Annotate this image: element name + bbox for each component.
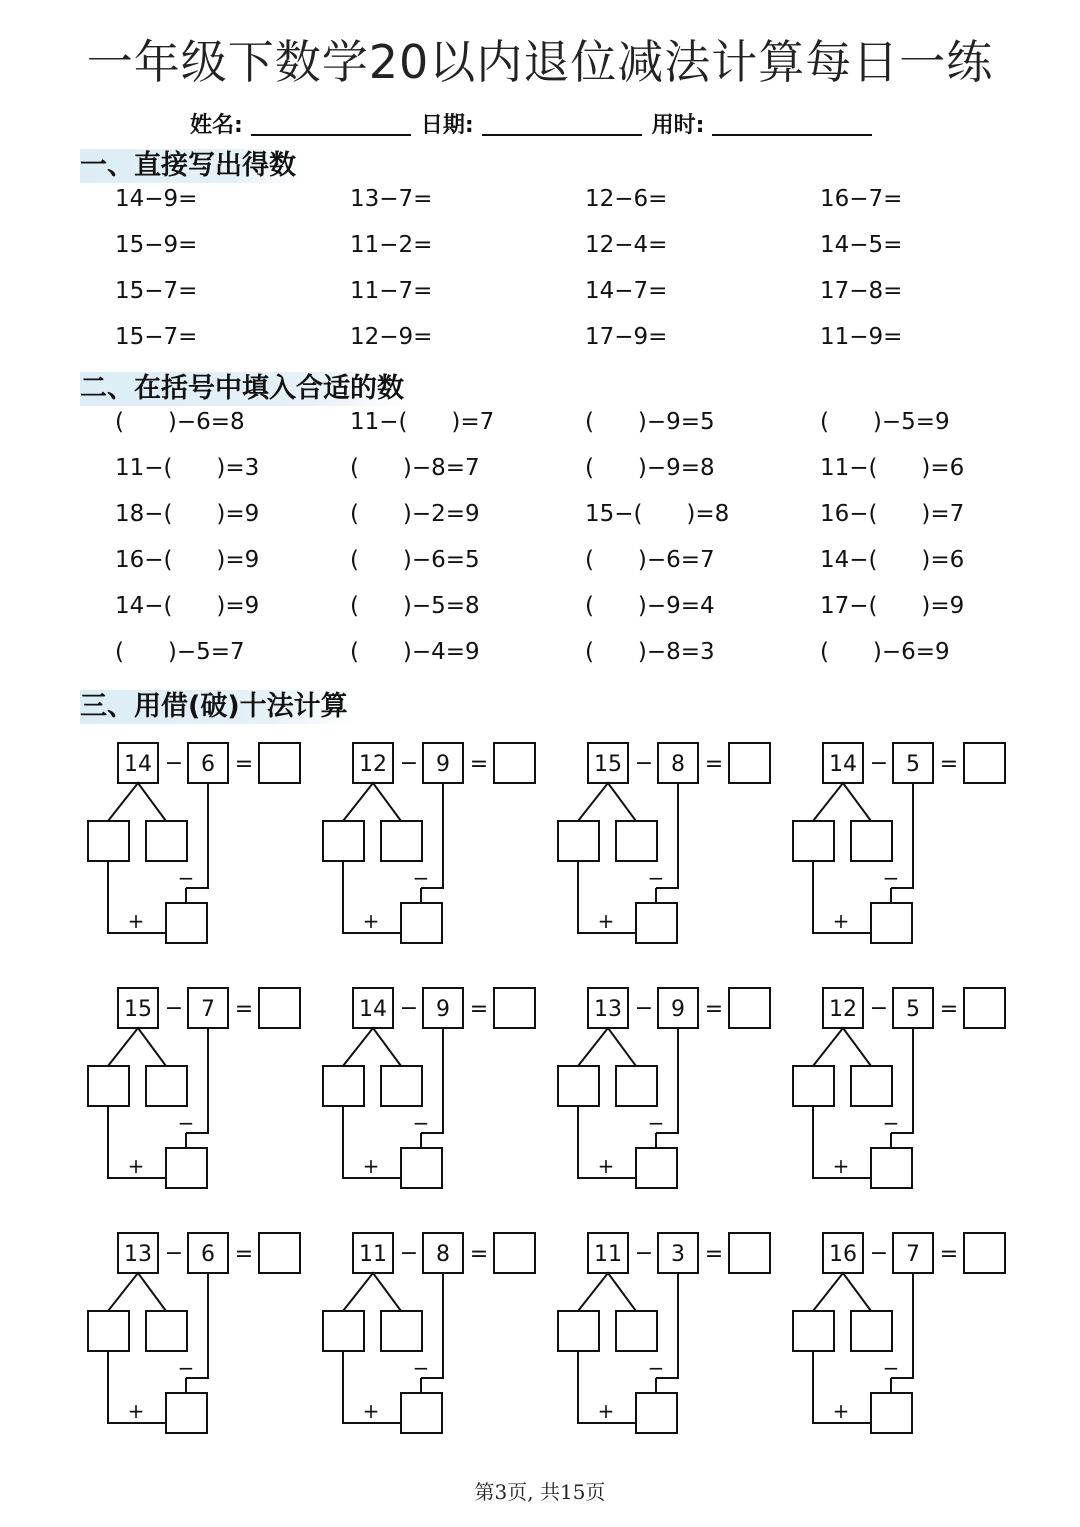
section-heading-borrow-ten: 三、用借(破)十法计算 <box>80 690 354 724</box>
plus-sign: + <box>832 1154 850 1178</box>
split-lines <box>108 1028 166 1066</box>
minuend-value: 11 <box>594 1242 622 1267</box>
subtrahend-value: 8 <box>671 752 685 777</box>
equation-problem[interactable]: 17−9= <box>585 324 668 350</box>
plus-sign: + <box>362 909 380 933</box>
intermediate-box[interactable] <box>401 903 442 943</box>
equation-problem[interactable]: ( )−4=9 <box>350 639 480 665</box>
time-label: 用时: <box>651 113 705 138</box>
equation-problem[interactable]: ( )−6=5 <box>350 547 480 573</box>
intermediate-box[interactable] <box>166 1148 207 1188</box>
minus-sign: − <box>634 1241 654 1266</box>
split-lines <box>578 1273 636 1311</box>
answer-box[interactable] <box>259 1233 300 1273</box>
equation-problem[interactable]: ( )−5=7 <box>115 639 245 665</box>
equation-problem[interactable]: ( )−5=8 <box>350 593 480 619</box>
equation-problem[interactable]: ( )−6=9 <box>820 639 950 665</box>
equation-problem[interactable]: ( )−5=9 <box>820 409 950 435</box>
split-ten-box[interactable] <box>558 821 599 861</box>
intermediate-box[interactable] <box>166 1393 207 1433</box>
minus-sign: − <box>164 996 184 1021</box>
plus-sign: + <box>127 1399 145 1423</box>
equation-problem[interactable]: 11−7= <box>350 278 433 304</box>
answer-box[interactable] <box>729 1233 770 1273</box>
minus-sign: − <box>399 1241 419 1266</box>
subtrahend-value: 7 <box>201 997 215 1022</box>
minus-sign: − <box>399 996 419 1021</box>
split-ones-box[interactable] <box>146 1311 187 1351</box>
split-ones-box[interactable] <box>851 821 892 861</box>
equation-problem[interactable]: ( )−6=7 <box>585 547 715 573</box>
equation-problem[interactable]: 12−9= <box>350 324 433 350</box>
split-lines <box>343 1028 401 1066</box>
split-ten-box[interactable] <box>793 821 834 861</box>
subtrahend-value: 9 <box>436 752 450 777</box>
equals-sign: = <box>234 997 254 1022</box>
minus-sign: − <box>869 751 889 776</box>
equation-problem[interactable]: 16−( )=7 <box>820 501 965 527</box>
split-lines <box>813 783 871 821</box>
equation-problem[interactable]: 16−( )=9 <box>115 547 260 573</box>
equation-problem[interactable]: 15−7= <box>115 278 198 304</box>
equation-problem[interactable]: 15−7= <box>115 324 198 350</box>
step-minus-sign: − <box>882 1356 900 1380</box>
subtrahend-value: 5 <box>906 997 920 1022</box>
step-minus-sign: − <box>412 1356 430 1380</box>
subtrahend-value: 5 <box>906 752 920 777</box>
subtrahend-value: 7 <box>906 1242 920 1267</box>
intermediate-box[interactable] <box>636 1393 677 1433</box>
step-minus-sign: − <box>412 866 430 890</box>
split-lines <box>108 783 166 821</box>
equals-sign: = <box>469 1242 489 1267</box>
equation-problem[interactable]: ( )−9=8 <box>585 455 715 481</box>
split-ones-box[interactable] <box>381 1311 422 1351</box>
equation-problem[interactable]: ( )−9=4 <box>585 593 715 619</box>
split-ones-box[interactable] <box>146 1066 187 1106</box>
answer-box[interactable] <box>964 1233 1005 1273</box>
step-minus-sign: − <box>882 866 900 890</box>
plus-sign: + <box>832 909 850 933</box>
split-ten-box[interactable] <box>88 1311 129 1351</box>
intermediate-box[interactable] <box>401 1393 442 1433</box>
intermediate-box[interactable] <box>636 903 677 943</box>
step-minus-sign: − <box>177 866 195 890</box>
split-ones-box[interactable] <box>381 1066 422 1106</box>
equals-sign: = <box>939 752 959 777</box>
answer-box[interactable] <box>494 988 535 1028</box>
plus-sign: + <box>362 1154 380 1178</box>
subtrahend-value: 6 <box>201 1242 215 1267</box>
worksheet-title: 一年级下数学20以内退位减法计算每日一练 <box>86 35 994 89</box>
minus-sign: − <box>164 751 184 776</box>
equation-problem[interactable]: 16−7= <box>820 186 903 212</box>
split-lines <box>108 1273 166 1311</box>
equation-problem[interactable]: 11−( )=3 <box>115 455 260 481</box>
minus-sign: − <box>869 996 889 1021</box>
equation-problem[interactable]: 14−9= <box>115 186 198 212</box>
minuend-value: 13 <box>594 997 622 1022</box>
split-ones-box[interactable] <box>616 1311 657 1351</box>
split-lines <box>813 1273 871 1311</box>
equation-problem[interactable]: 14−5= <box>820 232 903 258</box>
split-ones-box[interactable] <box>381 821 422 861</box>
equation-problem[interactable]: 11−9= <box>820 324 903 350</box>
equals-sign: = <box>704 997 724 1022</box>
minuend-value: 15 <box>124 997 152 1022</box>
equation-problem[interactable]: ( )−8=7 <box>350 455 480 481</box>
step-minus-sign: − <box>882 1111 900 1135</box>
equals-sign: = <box>939 997 959 1022</box>
minuend-value: 14 <box>359 997 387 1022</box>
equals-sign: = <box>469 997 489 1022</box>
equals-sign: = <box>704 752 724 777</box>
equals-sign: = <box>469 752 489 777</box>
split-ones-box[interactable] <box>616 1066 657 1106</box>
plus-sign: + <box>362 1399 380 1423</box>
section-heading-direct: 一、直接写出得数 <box>80 149 302 183</box>
minuend-value: 15 <box>594 752 622 777</box>
subtrahend-value: 9 <box>671 997 685 1022</box>
name-label: 姓名: <box>190 113 243 138</box>
subtrahend-value: 6 <box>201 752 215 777</box>
intermediate-box[interactable] <box>871 903 912 943</box>
subtrahend-value: 8 <box>436 1242 450 1267</box>
split-lines <box>813 1028 871 1066</box>
equation-problem[interactable]: 17−8= <box>820 278 903 304</box>
equation-problem[interactable]: ( )−6=8 <box>115 409 245 435</box>
step-minus-sign: − <box>647 1356 665 1380</box>
page-footer: 第3页, 共15页 <box>474 1480 606 1504</box>
split-ten-box[interactable] <box>793 1311 834 1351</box>
equation-problem[interactable]: ( )−9=5 <box>585 409 715 435</box>
minuend-value: 16 <box>829 1242 857 1267</box>
equation-problem[interactable]: 14−( )=9 <box>115 593 260 619</box>
split-ten-box[interactable] <box>793 1066 834 1106</box>
date-label: 日期: <box>420 113 474 138</box>
minus-sign: − <box>634 751 654 776</box>
answer-box[interactable] <box>259 743 300 783</box>
answer-box[interactable] <box>494 1233 535 1273</box>
answer-box[interactable] <box>964 743 1005 783</box>
plus-sign: + <box>832 1399 850 1423</box>
answer-box[interactable] <box>494 743 535 783</box>
minus-sign: − <box>634 996 654 1021</box>
section-heading-fill-brackets: 二、在括号中填入合适的数 <box>80 372 410 406</box>
equals-sign: = <box>234 752 254 777</box>
equals-sign: = <box>939 1242 959 1267</box>
minuend-value: 14 <box>124 752 152 777</box>
equation-problem[interactable]: 13−7= <box>350 186 433 212</box>
minus-sign: − <box>869 1241 889 1266</box>
minus-sign: − <box>399 751 419 776</box>
equation-problem[interactable]: 15−( )=8 <box>585 501 730 527</box>
subtrahend-value: 3 <box>671 1242 685 1267</box>
equation-problem[interactable]: ( )−2=9 <box>350 501 480 527</box>
step-minus-sign: − <box>177 1356 195 1380</box>
split-ten-box[interactable] <box>558 1311 599 1351</box>
equation-problem[interactable]: 12−6= <box>585 186 668 212</box>
equation-problem[interactable]: 18−( )=9 <box>115 501 260 527</box>
subtrahend-value: 9 <box>436 997 450 1022</box>
answer-box[interactable] <box>964 988 1005 1028</box>
minuend-value: 13 <box>124 1242 152 1267</box>
split-ones-box[interactable] <box>851 1066 892 1106</box>
minus-sign: − <box>164 1241 184 1266</box>
equation-problem[interactable]: 14−( )=6 <box>820 547 965 573</box>
equals-sign: = <box>234 1242 254 1267</box>
plus-sign: + <box>597 1399 615 1423</box>
split-ten-box[interactable] <box>88 821 129 861</box>
intermediate-box[interactable] <box>166 903 207 943</box>
equation-problem[interactable]: ( )−8=3 <box>585 639 715 665</box>
intermediate-box[interactable] <box>401 1148 442 1188</box>
split-ten-box[interactable] <box>323 821 364 861</box>
minuend-value: 12 <box>829 997 857 1022</box>
answer-box[interactable] <box>259 988 300 1028</box>
intermediate-box[interactable] <box>871 1393 912 1433</box>
minuend-value: 12 <box>359 752 387 777</box>
step-minus-sign: − <box>647 1111 665 1135</box>
equation-problem[interactable]: 15−9= <box>115 232 198 258</box>
intermediate-box[interactable] <box>636 1148 677 1188</box>
plus-sign: + <box>127 909 145 933</box>
split-lines <box>578 783 636 821</box>
answer-box[interactable] <box>729 743 770 783</box>
split-ones-box[interactable] <box>146 821 187 861</box>
equation-problem[interactable]: 11−2= <box>350 232 433 258</box>
split-ones-box[interactable] <box>616 821 657 861</box>
plus-sign: + <box>597 1154 615 1178</box>
split-ten-box[interactable] <box>323 1066 364 1106</box>
split-lines <box>343 783 401 821</box>
step-minus-sign: − <box>412 1111 430 1135</box>
step-minus-sign: − <box>177 1111 195 1135</box>
split-ten-box[interactable] <box>558 1066 599 1106</box>
equation-problem[interactable]: 11−( )=6 <box>820 455 965 481</box>
minuend-value: 14 <box>829 752 857 777</box>
plus-sign: + <box>597 909 615 933</box>
equals-sign: = <box>704 1242 724 1267</box>
split-ten-box[interactable] <box>88 1066 129 1106</box>
answer-box[interactable] <box>729 988 770 1028</box>
equation-problem[interactable]: 17−( )=9 <box>820 593 965 619</box>
split-ten-box[interactable] <box>323 1311 364 1351</box>
equation-problem[interactable]: 14−7= <box>585 278 668 304</box>
split-ones-box[interactable] <box>851 1311 892 1351</box>
equation-problem[interactable]: 11−( )=7 <box>350 409 495 435</box>
equation-problem[interactable]: 12−4= <box>585 232 668 258</box>
plus-sign: + <box>127 1154 145 1178</box>
intermediate-box[interactable] <box>871 1148 912 1188</box>
split-lines <box>343 1273 401 1311</box>
minuend-value: 11 <box>359 1242 387 1267</box>
step-minus-sign: − <box>647 866 665 890</box>
split-lines <box>578 1028 636 1066</box>
